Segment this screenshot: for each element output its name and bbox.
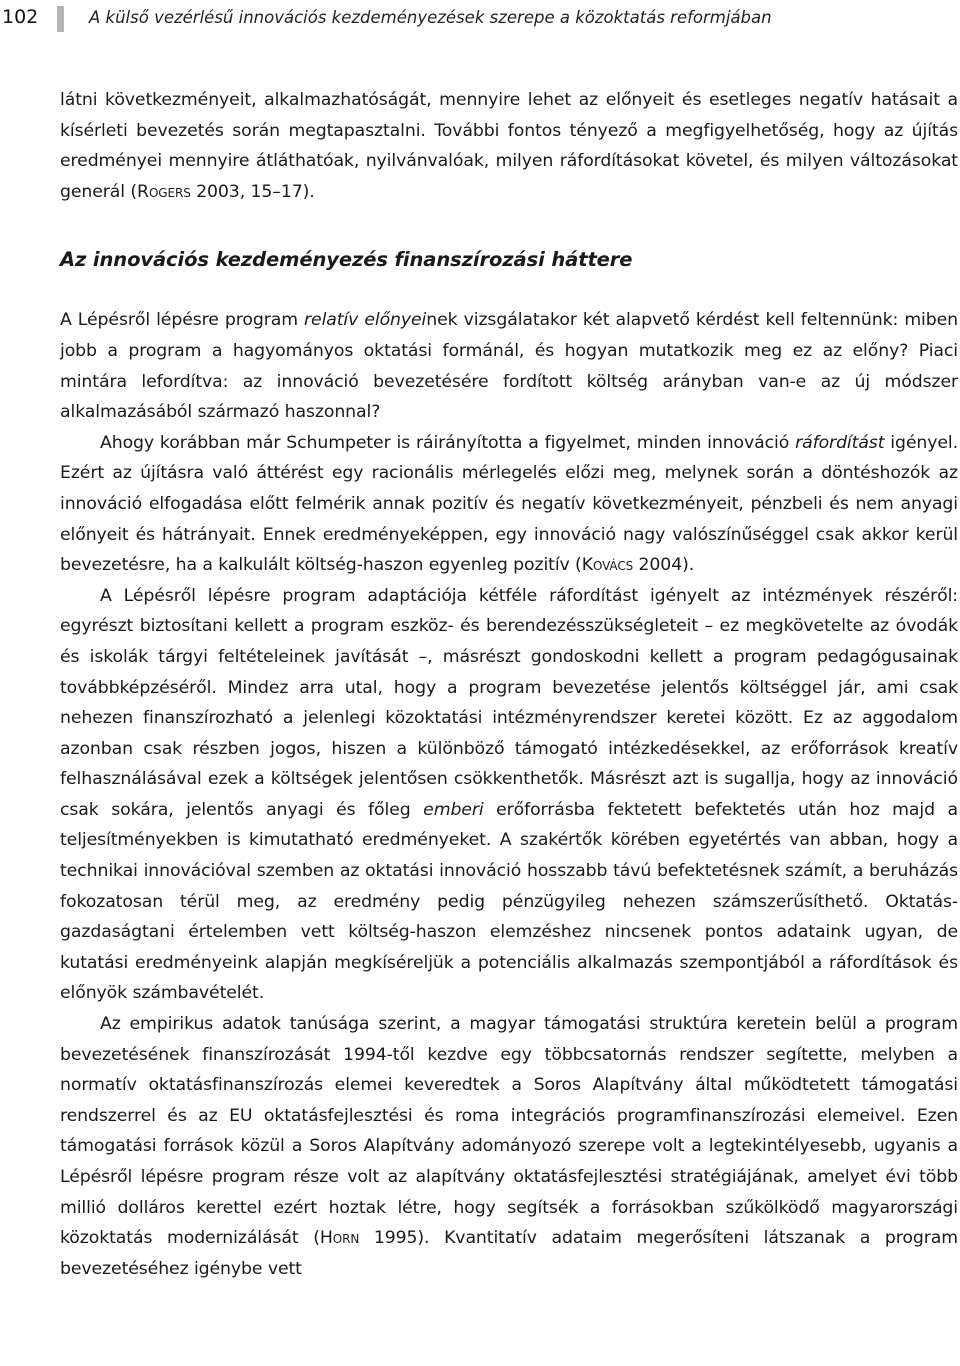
paragraph-3-emphasis: ráfordítást (795, 432, 885, 453)
page-number: 102 (2, 6, 39, 28)
paragraph-3-text: Ahogy korábban már Schumpeter is ráirányította a figyelmet, minden innováció (100, 432, 796, 453)
paragraph-3-text-mid: igényel. Ezért az újításra való áttérést egy racionális mérlegelés előzi meg, melynek során a döntéshozók az innováció elfogadása előtt felmérik annak pozitív és negatív következményeit, pénzbeli és nem anyagi előnyeit és hátrányait. Ennek eredményeképpen, egy innováció nagy valószínűséggel csak akkor kerül bevezetésre, ha a kalkulált költség-haszon egyenleg pozitív ( (60, 432, 958, 576)
paragraph-4-emphasis: emberi (423, 799, 484, 820)
running-title: A külső vezérlésű innovációs kezdeményezések szerepe a közoktatás reformjában (89, 8, 772, 27)
paragraph-5-text-end: 1995). Kvantitatív adataim megerősíteni látszanak a program bevezetéséhez igénybe vett (60, 1228, 958, 1279)
paragraph-3 (60, 428, 958, 581)
citation-horn: Horn (319, 1228, 360, 1249)
paragraph-1-text-end: 2003, 15–17). (190, 181, 315, 202)
paragraph-5-text: Az empirikus adatok tanúsága szerint, a magyar támogatási struktúra keretein belül a program bevezetésének finanszírozását 1994-től kezdve egy többcsatornás rendszer segítette, melyben a normatív oktatásfinanszírozás elemei keveredtek a Soros Alapítvány által működtetett támogatási rendszerrel és az EU oktatásfejlesztési és roma integrációs programfinanszírozási elemeivel. Ezen támogatási források közül a Soros Alapítvány adományozó szerepe volt a legtekintélyesebb, ugyanis a Lépésről lépésre program része volt az alapítvány oktatásfejlesztési stratégiájának, amelyet évi több millió dolláros kerettel ezért hoztak létre, hogy segítsék a forrásokban szűkölködő magyarországi közoktatás modernizálását ( (60, 1014, 958, 1249)
paragraph-4 (60, 581, 958, 1009)
section-heading: Az innovációs kezdeményezés finanszírozási háttere (60, 248, 633, 272)
paragraph-2-emphasis: relatív előnyei (304, 310, 427, 331)
citation-kovacs: Kovács (581, 555, 634, 576)
paragraph-2 (60, 305, 958, 427)
page-header (0, 0, 960, 40)
paragraph-1 (60, 85, 958, 207)
paragraph-5 (60, 1009, 958, 1284)
paragraph-4-text: A Lépésről lépésre program adaptációja kétféle ráfordítást igényelt az intézmények részéről: egyrészt biztosítani kellett a program eszköz- és berendezésszükségleteit – ez megkövetelte az óvodák és iskolák tárgyi feltételeinek javítását –, másrészt gondoskodni kellett a program pedagógusainak továbbképzéséről. Mindez arra utal, hogy a program bevezetése jelentős költséggel jár, ami csak nehezen finanszírozható a jelenlegi közoktatási intézményrendszer keretei között. Ez az aggodalom azonban csak részben jogos, hiszen a különböző támogató intézkedésekkel, az erőforrások kreatív felhasználásával ezek a költségek jelentősen csökkenthetők. Másrészt azt is sugallja, hogy az innováció csak sokára, jelentős anyagi és főleg (60, 585, 958, 820)
citation-rogers: Rogers (137, 181, 191, 202)
paragraph-1-text: látni következményeit, alkalmazhatóságát, mennyire lehet az előnyeit és esetleges negatív hatásait a kísérleti bevezetés során megtapasztalni. További fontos tényező a megfigyelhetőség, hogy az újítás eredményei mennyire átláthatóak, nyilvánvalóak, milyen ráfordításokat követel, és milyen változásokat generál ( (60, 90, 958, 202)
body-text (60, 85, 958, 1284)
paragraph-2-text: A Lépésről lépésre program (60, 310, 305, 331)
paragraph-2-text-end: nek vizsgálatakor két alapvető kérdést kell feltennünk: miben jobb a program a hagyományos oktatási formánál, és hogyan mutatkozik meg ez az előny? Piaci mintára lefordítva: az innováció bevezetésére fordított költség arányban van-e az új módszer alkalmazásából származó haszonnal? (60, 310, 959, 423)
paragraph-4-text-end: erőforrásba fektetett befektetés után hoz majd a teljesítményekben is kimutatható eredményeket. A szakértők körében egyetértés van abban, hogy a technikai innovációval szemben az oktatási innováció hosszabb távú befektetésnek számít, a beruházás fokozatosan térül meg, az eredmény pedig pénzügyileg nehezen számszerűsíthető. Oktatás-gazdaságtani értelemben vett költség-haszon elemzéshez nincsenek pontos adataink ugyan, de kutatási eredményeink alapján megkíséreljük a potenciális alkalmazás szempontjából a ráfordítások és előnyök számbavételét. (60, 799, 958, 1004)
paragraph-3-text-end: 2004). (633, 555, 695, 576)
header-divider-bar (57, 6, 64, 32)
